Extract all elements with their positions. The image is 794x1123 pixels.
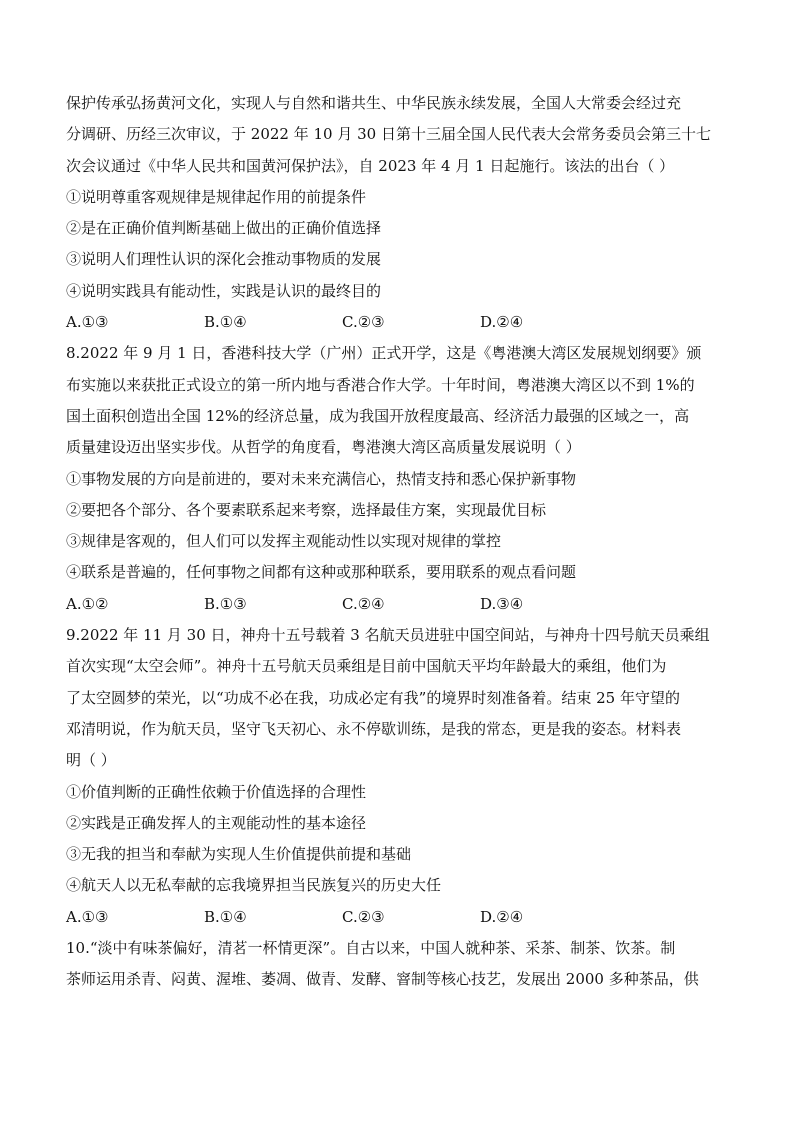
stem-line: 首次实现“太空会师”。神舟十五号航天员乘组是目前中国航天平均年龄最大的乘组，他们为 bbox=[66, 657, 667, 676]
answer-choices bbox=[66, 589, 731, 620]
statement-3: ③说明人们理性认识的深化会推动事物质的发展 bbox=[66, 250, 382, 269]
choice-c: C.②④ bbox=[342, 594, 385, 613]
stem-line: 明（ ） bbox=[66, 751, 116, 770]
question-8 bbox=[66, 338, 731, 620]
choice-d: D.②④ bbox=[480, 313, 524, 332]
question-10 bbox=[66, 933, 731, 996]
stem-line: 分调研、历经三次审议，于 2022 年 10 月 30 日第十三届全国人民代表大会常务委员会第三十七 bbox=[66, 125, 711, 144]
answer-choices bbox=[66, 307, 731, 338]
question-8-stem bbox=[66, 338, 731, 463]
statement-4: ④说明实践具有能动性，实践是认识的最终目的 bbox=[66, 281, 382, 300]
stem-line: 了太空圆梦的荣光，以“功成不必在我，功成必定有我”的境界时刻准备着。结束 25 年守望的 bbox=[66, 688, 680, 707]
question-9-stem bbox=[66, 620, 731, 776]
statement-1: ①说明尊重客观规律是规律起作用的前提条件 bbox=[66, 187, 367, 206]
statement-2: ②是在正确价值判断基础上做出的正确价值选择 bbox=[66, 219, 382, 238]
statement-4: ④航天人以无私奉献的忘我境界担当民族复兴的历史大任 bbox=[66, 876, 442, 895]
statement-2: ②要把各个部分、各个要素联系起来考察，选择最佳方案，实现最优目标 bbox=[66, 500, 547, 519]
stem-line: 保护传承弘扬黄河文化，实现人与自然和谐共生、中华民族永续发展，全国人大常委会经过充 bbox=[66, 94, 682, 112]
statement-2: ②实践是正确发挥人的主观能动性的基本途径 bbox=[66, 813, 367, 832]
stem-line: 10.“淡中有味茶偏好，清茗一杯情更深”。自古以来，中国人就种茶、采茶、制茶、饮茶。制 bbox=[66, 939, 676, 958]
stem-line: 邓清明说，作为航天员，坚守飞天初心、永不停歇训练，是我的常态，更是我的姿态。材料表 bbox=[66, 719, 682, 738]
stem-line: 茶师运用杀青、闷黄、渥堆、萎凋、做青、发酵、窨制等核心技艺，发展出 2000 多种茶品，供 bbox=[66, 970, 699, 989]
choice-a: A.①② bbox=[66, 594, 109, 613]
stem-line: 9.2022 年 11 月 30 日，神舟十五号载着 3 名航天员进驻中国空间站，与神舟十四号航天员乘组 bbox=[66, 626, 710, 645]
statement-4: ④联系是普遍的，任何事物之间都有这种或那种联系，要用联系的观点看问题 bbox=[66, 563, 577, 582]
choice-b: B.①③ bbox=[204, 594, 247, 613]
question-7 bbox=[66, 88, 731, 338]
choice-a: A.①③ bbox=[66, 313, 109, 332]
choice-a: A.①③ bbox=[66, 907, 109, 926]
choice-d: D.②④ bbox=[480, 907, 524, 926]
stem-line: 布实施以来获批正式设立的第一所内地与香港合作大学。十年时间，粤港澳大湾区以不到 1%的 bbox=[66, 375, 695, 394]
question-7-stem bbox=[66, 88, 731, 182]
exam-content bbox=[66, 88, 731, 996]
answer-choices bbox=[66, 902, 731, 933]
stem-line: 次会议通过《中华人民共和国黄河保护法》，自 2023 年 4 月 1 日起施行。该法的出台（ ） bbox=[66, 156, 675, 175]
stem-line: 国土面积创造出全国 12%的经济总量，成为我国开放程度最高、经济活力最强的区域之一，高 bbox=[66, 406, 690, 425]
statement-3: ③规律是客观的，但人们可以发挥主观能动性以实现对规律的掌控 bbox=[66, 532, 502, 551]
stem-line: 8.2022 年 9 月 1 日，香港科技大学（广州）正式开学，这是《粤港澳大湾区发展规划纲要》颁 bbox=[66, 344, 702, 363]
statement-1: ①事物发展的方向是前进的，要对未来充满信心，热情支持和悉心保护新事物 bbox=[66, 469, 577, 488]
statement-1: ①价值判断的正确性依赖于价值选择的合理性 bbox=[66, 782, 367, 801]
choice-d: D.③④ bbox=[480, 594, 524, 613]
statement-3: ③无我的担当和奉献为实现人生价值提供前提和基础 bbox=[66, 845, 412, 864]
choice-b: B.①④ bbox=[204, 907, 247, 926]
question-9 bbox=[66, 620, 731, 933]
choice-b: B.①④ bbox=[204, 313, 247, 332]
choice-c: C.②③ bbox=[342, 907, 385, 926]
question-10-stem bbox=[66, 933, 731, 996]
choice-c: C.②③ bbox=[342, 313, 385, 332]
stem-line: 质量建设迈出坚实步伐。从哲学的角度看，粤港澳大湾区高质量发展说明（ ） bbox=[66, 438, 581, 457]
